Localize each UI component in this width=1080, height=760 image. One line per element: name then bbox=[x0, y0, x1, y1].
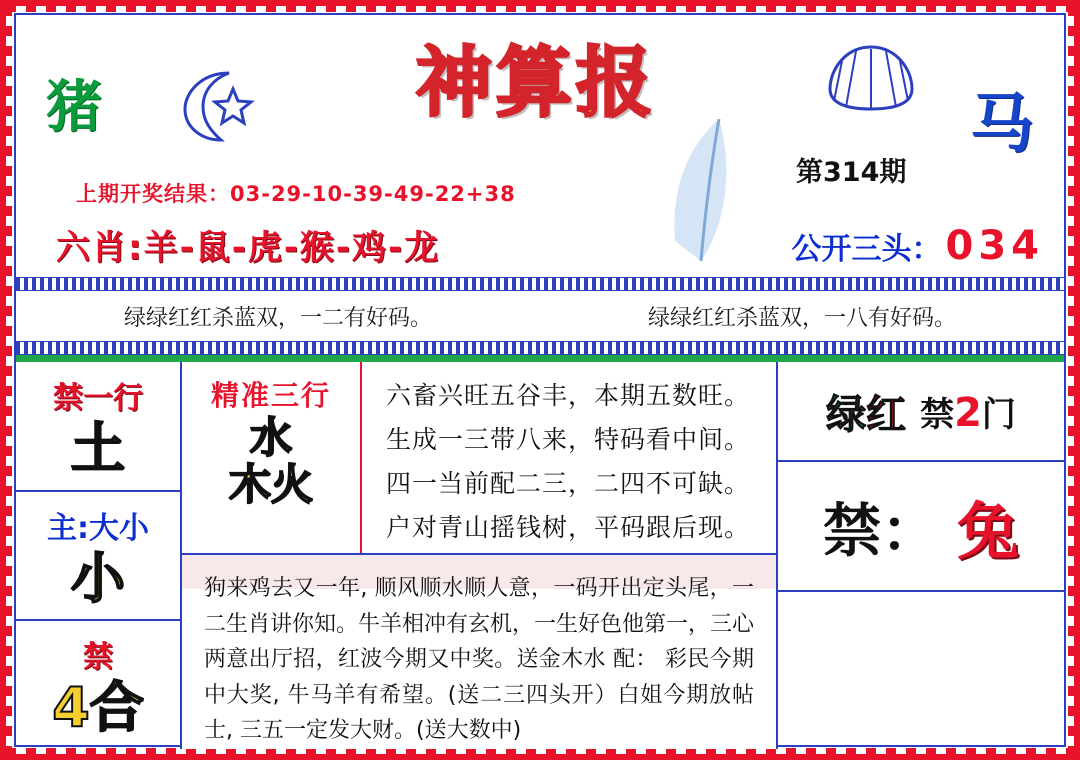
main-size-value: 小 bbox=[71, 546, 125, 610]
red-color-label: 红 bbox=[866, 391, 907, 438]
verse-line: 四一当前配二三，二四不可缺。 bbox=[386, 469, 751, 498]
main-content bbox=[16, 362, 1064, 749]
green-divider bbox=[16, 355, 1064, 362]
forbidden-sum-value: 4合 bbox=[52, 676, 144, 740]
last-draw-numbers: 03-29-10-39-49-22+38 bbox=[230, 182, 516, 206]
zodiac-right-label: 马 bbox=[970, 88, 1034, 162]
striped-divider-bottom bbox=[16, 341, 1064, 355]
right-column bbox=[776, 362, 1064, 749]
main-size-label: 主:大小 bbox=[47, 510, 149, 546]
poster-inner-frame bbox=[14, 13, 1066, 747]
verse-section bbox=[182, 362, 776, 555]
forbidden-animal-label: 禁： bbox=[822, 497, 939, 565]
open-three-label: 公开三头： bbox=[791, 232, 942, 267]
forbidden-gate-suffix: 门 bbox=[981, 394, 1016, 435]
left-column bbox=[16, 362, 182, 749]
last-draw-label: 上期开奖结果： bbox=[76, 182, 230, 206]
seashell-icon bbox=[826, 43, 916, 113]
three-lines-element-1: 水 bbox=[249, 413, 292, 462]
forbidden-gate bbox=[920, 387, 1016, 436]
forbidden-sum-label: 禁 bbox=[83, 640, 113, 676]
forbidden-element-cell bbox=[16, 362, 180, 492]
forbidden-animal-row bbox=[778, 462, 1064, 592]
page-title: 神算报 bbox=[416, 38, 656, 127]
issue-number: 第314期 bbox=[796, 157, 907, 188]
forbidden-element-label: 禁一行 bbox=[53, 381, 143, 417]
forbidden-sum-cell bbox=[16, 621, 180, 749]
verse-line: 生成一三带八来，特码看中间。 bbox=[386, 425, 751, 454]
crescent-moon-star-icon bbox=[171, 65, 261, 145]
article-text: 狗来鸡去又一年, 顺风顺水顺人意，一码开出定头尾，一二生肖讲你知。牛羊相冲有玄机，一生好色他第一，三心两意出厅招，红波今期又中奖。送金木水 配： 彩民今期中大奖, 牛马羊有希望。(送二三四头开）白姐今期放帖士, 三五一定发大财。(送大数中) bbox=[204, 575, 755, 744]
six-zodiac-line: 六肖:羊-鼠-虎-猴-鸡-龙 bbox=[56, 228, 441, 268]
slogan-left: 绿绿红红杀蓝双，一二有好码。 bbox=[123, 305, 432, 331]
three-lines-title: 精准三行 bbox=[210, 379, 331, 412]
last-draw-result bbox=[76, 178, 516, 208]
green-color-label: 绿 bbox=[826, 391, 867, 438]
open-three-heads bbox=[792, 223, 1045, 269]
right-column-filler bbox=[778, 592, 1064, 749]
verse-text bbox=[362, 362, 776, 553]
verse-line: 六畜兴旺五谷丰，本期五数旺。 bbox=[386, 381, 751, 410]
forbidden-gate-number: 2 bbox=[954, 389, 982, 436]
striped-divider-top bbox=[16, 277, 1064, 291]
slogan-row bbox=[16, 291, 1064, 341]
open-three-numbers: 034 bbox=[945, 223, 1044, 269]
color-pair bbox=[826, 383, 906, 440]
article-section bbox=[182, 555, 776, 749]
slogan-right: 绿绿红红杀蓝双，一八有好码。 bbox=[647, 305, 956, 331]
three-lines-element-2: 木火 bbox=[228, 460, 313, 510]
forbidden-animal-value: 兔 bbox=[957, 494, 1020, 568]
main-size-cell bbox=[16, 492, 180, 622]
forbidden-gate-prefix: 禁 bbox=[920, 394, 955, 435]
poster-header bbox=[16, 15, 1064, 277]
color-and-gate-row bbox=[778, 362, 1064, 462]
verse-line: 户对青山摇钱树，平码跟后现。 bbox=[386, 513, 751, 542]
three-lines-box bbox=[182, 362, 362, 553]
feather-icon bbox=[661, 115, 741, 265]
forbidden-element-value: 土 bbox=[71, 417, 125, 481]
zodiac-left-label: 猪 bbox=[46, 75, 102, 140]
middle-column bbox=[182, 362, 776, 749]
